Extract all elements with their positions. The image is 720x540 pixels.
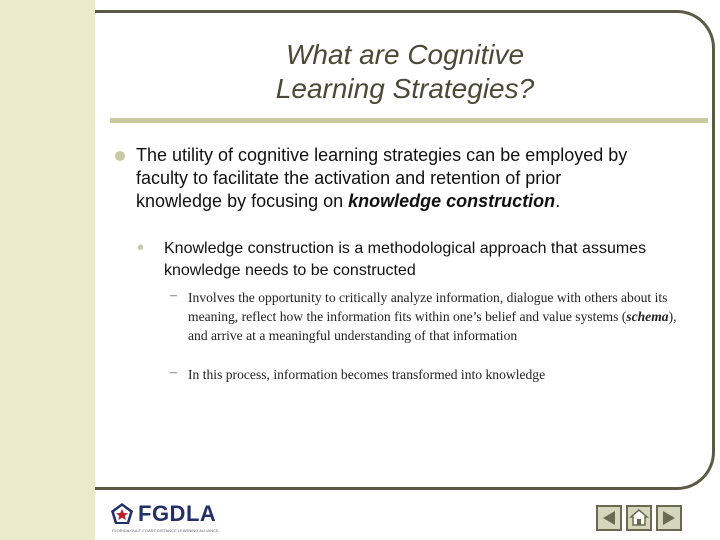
pentagon-star-icon xyxy=(110,502,134,526)
sub-bullet-icon: • xyxy=(137,237,145,259)
dash-marker-2: – xyxy=(170,365,177,380)
bullet-dot-icon xyxy=(115,151,125,161)
dash-item-2: In this process, information becomes transformed into knowledge xyxy=(188,367,546,382)
left-decorative-strip xyxy=(0,0,95,540)
next-slide-button[interactable] xyxy=(656,505,682,531)
slide-title xyxy=(110,38,700,106)
dash1-end: ), and arrive at a meaningful understanding of that information xyxy=(188,309,677,343)
dash-item-1 xyxy=(188,288,698,345)
triangle-left-icon xyxy=(598,507,620,529)
para1-text: The utility of cognitive learning strategies can be employed by faculty to facilitate the activation and retention of prior knowledge by focusing on xyxy=(136,145,628,211)
para1-end: . xyxy=(555,191,561,211)
logo-text: FGDLA xyxy=(138,501,217,526)
fgdla-logo xyxy=(110,500,216,528)
para1-emphasis: knowledge construction xyxy=(348,191,556,211)
home-button[interactable] xyxy=(626,505,652,531)
dash1-emphasis: schema xyxy=(626,309,669,324)
title-divider xyxy=(110,118,708,123)
dash1-start: Involves the opportunity to critically analyze information, dialogue with others about its meaning, reflect how the information fits within one’s belief and value systems ( xyxy=(188,290,668,324)
dash-marker-1: – xyxy=(170,288,177,303)
logo-subtext: FLORIDA GULF COAST DISTANCE LEARNING ALLIANCE xyxy=(112,528,219,533)
main-bullet-text xyxy=(136,144,646,213)
title-line-2: Learning Strategies? xyxy=(275,73,535,104)
home-icon xyxy=(628,507,650,529)
title-line-1: What are Cognitive xyxy=(285,39,525,70)
sub-bullet-text: Knowledge construction is a methodological approach that assumes knowledge needs to be constructed xyxy=(164,240,647,279)
triangle-right-icon xyxy=(658,507,680,529)
previous-slide-button[interactable] xyxy=(596,505,622,531)
